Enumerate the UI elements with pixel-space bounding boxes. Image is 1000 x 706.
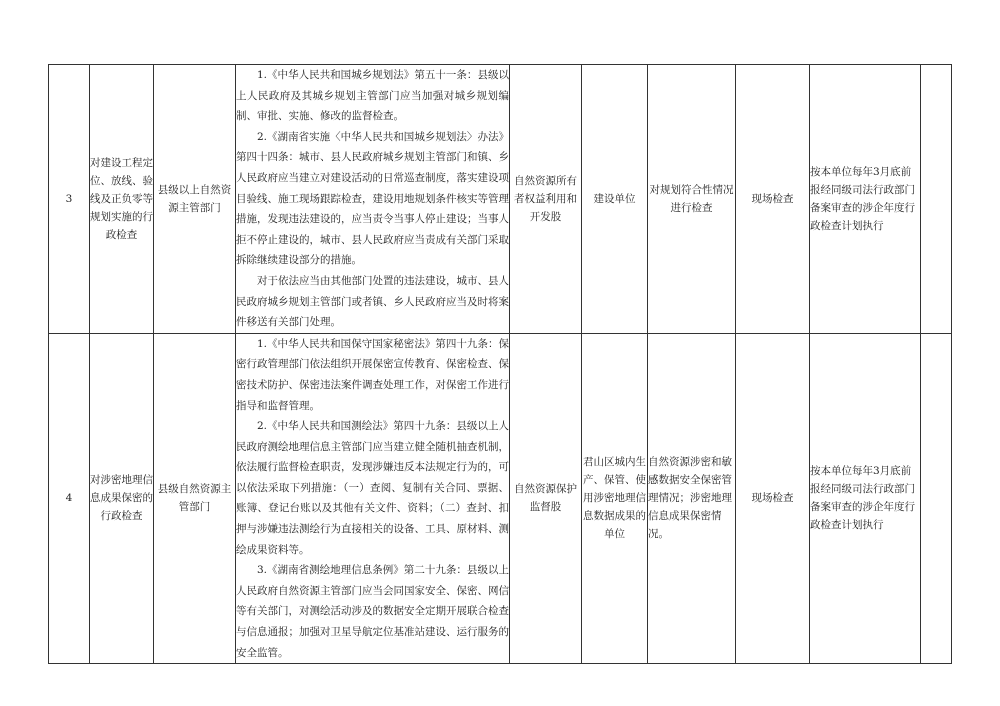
inspection-item: 对建设工程定位、放线、验线及正负零等规划实施的行政检查 (90, 65, 154, 334)
inspection-content: 对规划符合性情况进行检查 (648, 65, 736, 334)
remarks-cell (921, 65, 952, 334)
inspection-table (48, 64, 952, 664)
legal-basis (236, 65, 510, 334)
inspection-subject: 县级自然资源主管部门 (154, 333, 236, 664)
inspection-method: 现场检查 (736, 333, 810, 664)
table-row (49, 65, 952, 334)
inspection-frequency: 按本单位每年3月底前报经同级司法行政部门备案审查的涉企年度行政检查计划执行 (810, 333, 921, 664)
remarks-cell (921, 333, 952, 664)
basis-paragraph: 对于依法应当由其他部门处置的违法建设，城市、县人民政府城乡规划主管部门或者镇、乡人民政府应当及时将案件移送有关部门处理。 (236, 274, 509, 329)
basis-paragraph: 1.《中华人民共和国保守国家秘密法》第四十九条：保密行政管理部门依法组织开展保密宣传教育、保密检查、保密技术防护、保密违法案件调查处理工作，对保密工作进行指导和监督管理。 (236, 337, 509, 412)
inspection-method: 现场检查 (736, 65, 810, 334)
basis-paragraph: 2.《中华人民共和国测绘法》第四十九条：县级以上人民政府测绘地理信息主管部门应当建立健全随机抽查机制，依法履行监督检查职责，发现涉嫌违反本法规定行为的，可以依法采取下列措施：（一）查阅、复制有关合同、票据、账簿、登记台账以及其他有关文件、资料；（二）查封、扣押与涉嫌违法测绘行为直接相关的设备、工具、原材料、测绘成果资料等。 (236, 420, 509, 556)
basis-paragraph: 3.《湖南省测绘地理信息条例》第二十九条：县级以上人民政府自然资源主管部门应当会同国家安全、保密、网信等有关部门，对测绘活动涉及的数据安全定期开展联合检查与信息通报；加强对卫星导航定位基准站建设、运行服务的安全监管。 (236, 564, 509, 659)
inspection-object: 建设单位 (582, 65, 648, 334)
basis-paragraph: 1.《中华人民共和国城乡规划法》第五十一条：县级以上人民政府及其城乡规划主管部门应当加强对城乡规划编制、审批、实施、修改的监督检查。 (236, 69, 509, 123)
basis-paragraph: 2.《湖南省实施〈中华人民共和国城乡规划法〉办法》第四十四条：城市、县人民政府城乡规划主管部门和镇、乡人民政府应当建立对建设活动的日常巡查制度，落实建设项目验线、施工现场跟踪检查，建设用地规划条件核实等管理措施，发现违法建设的，应当责令当事人停止建设；当事人拒不停止建设的，城市、县人民政府应当责成有关部门采取拆除继续建设部分的措施。 (236, 130, 509, 267)
inspection-content: 自然资源涉密和敏感数据安全保密管理情况；涉密地理信息成果保密情况。 (648, 333, 736, 664)
responsible-department: 自然资源所有者权益利用和开发股 (510, 65, 582, 334)
row-number: 3 (49, 65, 90, 334)
responsible-department: 自然资源保护监督股 (510, 333, 582, 664)
inspection-item: 对涉密地理信息成果保密的行政检查 (90, 333, 154, 664)
table-row (49, 333, 952, 664)
inspection-object: 君山区城内生产、保管、使用涉密地理信息数据成果的单位 (582, 333, 648, 664)
inspection-frequency: 按本单位每年3月底前报经同级司法行政部门备案审查的涉企年度行政检查计划执行 (810, 65, 921, 334)
legal-basis (236, 333, 510, 664)
row-number: 4 (49, 333, 90, 664)
inspection-subject: 县级以上自然资源主管部门 (154, 65, 236, 334)
